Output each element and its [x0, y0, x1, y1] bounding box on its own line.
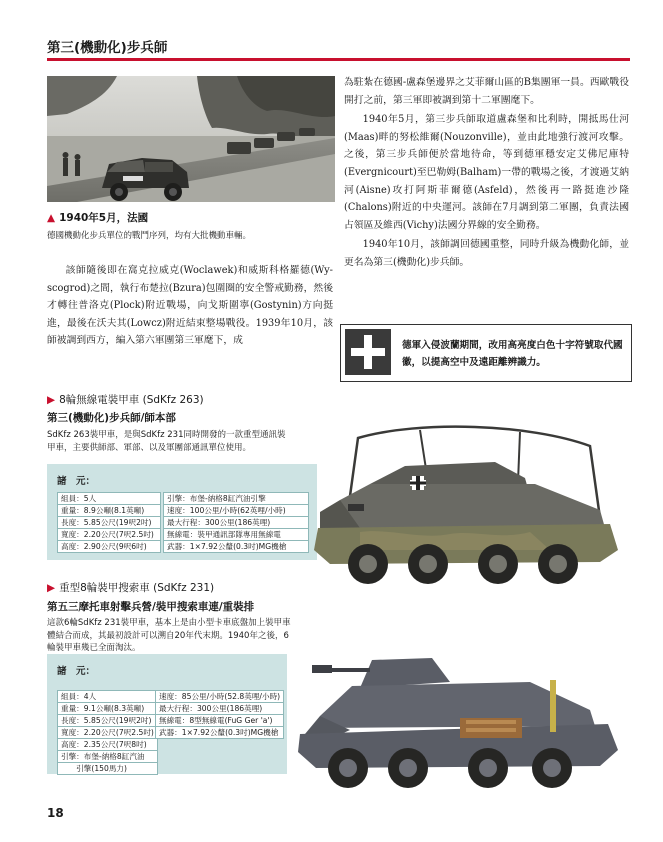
spec-cell: 引擎：布堡-納格8缸汽油 [58, 751, 158, 763]
spec-cell: 重量：9.1公噸(8.3英噸) [58, 703, 158, 715]
page-number: 18 [47, 806, 64, 820]
vehicle2-heading-text: 重型8輪裝甲搜索車 (SdKfz 231) [59, 582, 215, 594]
red-triangle-icon: ▶ [47, 394, 56, 406]
spec-cell: 武器：1×7.92公釐(0.3吋)MG機槍 [156, 727, 284, 739]
spec-cell: 重量：8.9公噸(8.1英噸) [58, 505, 161, 517]
spec-cell: 速度：85公里/小時(52.8英哩/小時) [156, 691, 284, 703]
specs-title: 諸 元： [57, 666, 96, 677]
spec-cell: 無線電：8型無線電(FuG Ger 'a') [156, 715, 284, 727]
spec-cell: 高度：2.35公尺(7呎8吋) [58, 739, 158, 751]
photo-caption-text: 德國機動化步兵單位的戰鬥序列，均有大批機動車輛。 [47, 231, 252, 241]
spec-cell: 無線電：裝甲通訊部隊專用無線電 [164, 529, 309, 541]
specs-title: 諸 元： [57, 476, 96, 487]
balkenkreuz-icon [345, 329, 391, 375]
body-text-right [344, 74, 629, 272]
spec-cell: 最大行程：300公里(186英哩) [164, 517, 309, 529]
spec-cell: 高度：2.90公尺(9呎6吋) [58, 541, 161, 553]
spec-cell: 長度：5.85公尺(19呎2吋) [58, 715, 158, 727]
vehicle2-description: 這款6輪SdKfz 231裝甲車，基本上是由小型卡車底盤加上裝甲車體結合而成，其最初設計可以溯自20年代末期。1940年之後，6輪裝甲車幾已全面淘汰。 [47, 618, 291, 653]
spec-cell: 寬度：2.20公尺(7呎2.5吋) [58, 529, 161, 541]
insignia-note-text: 德軍入侵波蘭期間，改用高亮度白色十字符號取代國徽，以提高空中及遠距離辨識力。 [402, 340, 623, 368]
body-text-left [47, 262, 333, 350]
vehicle1-unit: 第三(機動化)步兵師/師本部 [47, 412, 176, 424]
spec-cell: 引擎(150馬力) [58, 763, 158, 775]
historical-photo [47, 76, 335, 202]
sdkfz263-illustration [300, 400, 630, 590]
vehicle1-specs-panel [47, 464, 317, 560]
vehicle1-heading [47, 392, 204, 407]
photo-caption-title [47, 210, 148, 225]
red-triangle-icon: ▲ [47, 212, 56, 224]
vehicle2-specs-right [155, 690, 284, 739]
chapter-title: 第三(機動化)步兵師 [47, 40, 168, 56]
spec-cell: 速度：100公里/小時(62英哩/小時) [164, 505, 309, 517]
spec-cell: 組員：4人 [58, 691, 158, 703]
paragraph: 為駐紮在德國-盧森堡邊界之艾菲爾山區的B集團軍一員。西歐戰役開打之前，第三軍即被調到第十二軍團麾下。 [344, 77, 629, 106]
spec-cell: 長度：5.85公尺(19呎2吋) [58, 517, 161, 529]
vehicle2-specs-panel [47, 654, 287, 774]
vehicle1-heading-text: 8輪無線電裝甲車 (SdKfz 263) [59, 394, 204, 406]
vehicle2-heading [47, 580, 214, 595]
caption-title-text: 1940年5月，法國 [59, 212, 149, 224]
paragraph: 1940年10月，該師調回德國重整，同時升級為機動化師，並更名為第三(機動化)步兵師。 [344, 239, 629, 268]
vehicle1-specs-left [57, 492, 161, 553]
sdkfz231-illustration [290, 630, 630, 800]
vehicle2-unit: 第五三摩托車射擊兵營/裝甲搜索車連/重裝排 [47, 601, 255, 613]
vehicle1-specs-right [163, 492, 309, 553]
spec-cell: 最大行程：300公里(186英哩) [156, 703, 284, 715]
spec-cell: 引擎：布堡-納格8缸汽油引擎 [164, 493, 309, 505]
red-triangle-icon: ▶ [47, 582, 56, 594]
vehicle1-description: SdKfz 263裝甲車，是與SdKfz 231同時開發的一款重型通訊裝甲車，主要供師部、軍部、以及軍團部通訊單位使用。 [47, 430, 286, 453]
spec-cell: 寬度：2.20公尺(7呎2.5吋) [58, 727, 158, 739]
spec-cell: 武器：1×7.92公釐(0.3吋)MG機槍 [164, 541, 309, 553]
vehicle2-specs-left [57, 690, 158, 775]
paragraph: 該師隨後即在窩克拉威克(Woclawek)和威斯科格羅德(Wy-scogrod)之間，執行布楚拉(Bzura)包圍圈的安全警戒勤務，然後才轉往普洛克(Plock)附近戰場，向戈斯圍寧(Gostynin)方向挺進，最後在沃夫其(Lowcz)附近結束整場戰役。1939年10月，該師被調到西方，編入第六軍團第三軍麾下，成 [47, 265, 333, 347]
header-rule [47, 58, 630, 61]
paragraph: 1940年5月，第三步兵師取道盧森堡和比利時，開抵馬仕河(Maas)畔的努松維爾(Nouzonville)，並由此地強行渡河攻擊。之後，第三步兵師便於當地待命，等到德軍穩安定艾佛尼庫特(Evergnicourt)至巴勒姆(Balham)一帶的戰場之後，才渡過艾納河(Aisne)攻打阿斯菲爾德(Asfeld)，然後再一路挺進沙隆(Chalons)附近的中央運河。該師在7月調到第二軍團，負責法國占領區及維西(Vichy)法國分界線的安全勤務。 [344, 114, 629, 231]
spec-cell: 組員：5人 [58, 493, 161, 505]
